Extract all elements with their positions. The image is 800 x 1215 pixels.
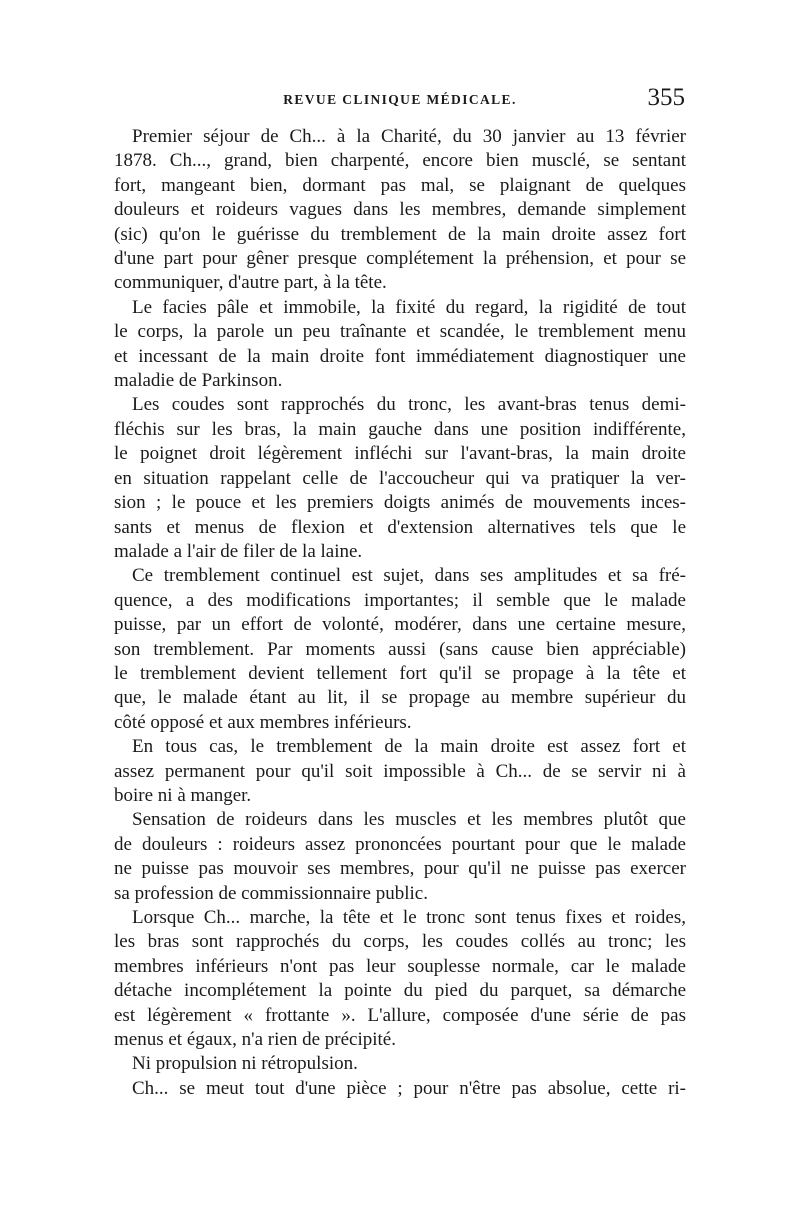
paragraph xyxy=(114,1052,686,1076)
paragraph xyxy=(114,125,686,296)
text-line: maladie de Parkinson. xyxy=(114,370,283,392)
text-line: sion ; le pouce et les premiers doigts animés de mouvements inces- xyxy=(114,492,686,514)
paragraph xyxy=(114,564,686,735)
paragraph xyxy=(114,296,686,394)
paragraph xyxy=(114,393,686,564)
page-number: 355 xyxy=(647,84,685,111)
text-line: le tremblement devient tellement fort qu'il se propage à la tête et xyxy=(114,662,686,684)
text-line: son tremblement. Par moments aussi (sans cause bien appréciable) xyxy=(114,638,686,660)
body-text xyxy=(114,125,686,1101)
text-line: Les coudes sont rapprochés du tronc, les avant-bras tenus demi- xyxy=(132,394,686,416)
text-line: d'une part pour gêner presque complétement la préhension, et pour se xyxy=(114,248,686,270)
text-line: sants et menus de flexion et d'extension alternatives tels que le xyxy=(114,516,686,538)
text-line: malade a l'air de filer de la laine. xyxy=(114,540,363,562)
text-line: est légèrement « frottante ». L'allure, composée d'une série de pas xyxy=(114,1004,686,1026)
text-line: Ce tremblement continuel est sujet, dans ses amplitudes et sa fré- xyxy=(132,565,686,587)
text-line: puisse, par un effort de volonté, modérer, dans une certaine mesure, xyxy=(114,614,686,636)
text-line: Le facies pâle et immobile, la fixité du regard, la rigidité de tout xyxy=(132,296,686,318)
text-line: Sensation de roideurs dans les muscles et les membres plutôt que xyxy=(132,809,686,831)
text-line: En tous cas, le tremblement de la main droite est assez fort et xyxy=(132,736,686,758)
page-header xyxy=(115,84,685,120)
paragraph xyxy=(114,808,686,906)
text-line: menus et égaux, n'a rien de précipité. xyxy=(114,1029,396,1051)
text-line: communiquer, d'autre part, à la tête. xyxy=(114,272,387,294)
text-line: en situation rappelant celle de l'accoucheur qui va pratiquer la ver- xyxy=(114,467,686,489)
text-line: de douleurs : roideurs assez prononcées pourtant pour que le malade xyxy=(114,833,686,855)
text-line: Premier séjour de Ch... à la Charité, du 30 janvier au 13 février xyxy=(132,126,686,147)
text-line: Ni propulsion ni rétropulsion. xyxy=(132,1053,358,1075)
text-line: Ch... se meut tout d'une pièce ; pour n'être pas absolue, cette ri- xyxy=(132,1077,686,1099)
text-line: sa profession de commissionnaire public. xyxy=(114,882,428,904)
text-line: le poignet droit légèrement infléchi sur l'avant-bras, la main droite xyxy=(114,443,686,465)
text-line: boire ni à manger. xyxy=(114,784,252,806)
text-line: détache incomplétement la pointe du pied du parquet, sa démarche xyxy=(114,980,686,1002)
text-line: 1878. Ch..., grand, bien charpenté, encore bien musclé, se sentant xyxy=(114,150,686,172)
text-line: le corps, la parole un peu traînante et scandée, le tremblement menu xyxy=(114,321,686,343)
text-line: Lorsque Ch... marche, la tête et le tronc sont tenus fixes et roides, xyxy=(132,907,686,928)
text-line: assez permanent pour qu'il soit impossible à Ch... de se servir ni à xyxy=(114,760,686,782)
text-line: ne puisse pas mouvoir ses membres, pour qu'il ne puisse pas exercer xyxy=(114,858,686,880)
running-title: REVUE CLINIQUE MÉDICALE. xyxy=(283,92,517,107)
text-line: côté opposé et aux membres inférieurs. xyxy=(114,711,412,733)
text-line: et incessant de la main droite font immédiatement diagnostiquer une xyxy=(114,345,686,367)
text-line: membres inférieurs n'ont pas leur souplesse normale, car le malade xyxy=(114,955,686,977)
paragraph xyxy=(114,735,686,808)
text-line: quence, a des modifications importantes; il semble que le malade xyxy=(114,589,686,611)
text-line: (sic) qu'on le guérisse du tremblement de la main droite assez fort xyxy=(114,223,686,245)
text-line: que, le malade étant au lit, il se propage au membre supérieur du xyxy=(114,687,686,709)
text-line: les bras sont rapprochés du corps, les coudes collés au tronc; les xyxy=(114,931,686,953)
text-line: douleurs et roideurs vagues dans les membres, demande simplement xyxy=(114,199,686,221)
paragraph xyxy=(114,906,686,1052)
paragraph xyxy=(114,1077,686,1101)
text-line: fort, mangeant bien, dormant pas mal, se plaignant de quelques xyxy=(114,174,686,196)
text-line: fléchis sur les bras, la main gauche dans une position indifférente, xyxy=(114,418,686,440)
